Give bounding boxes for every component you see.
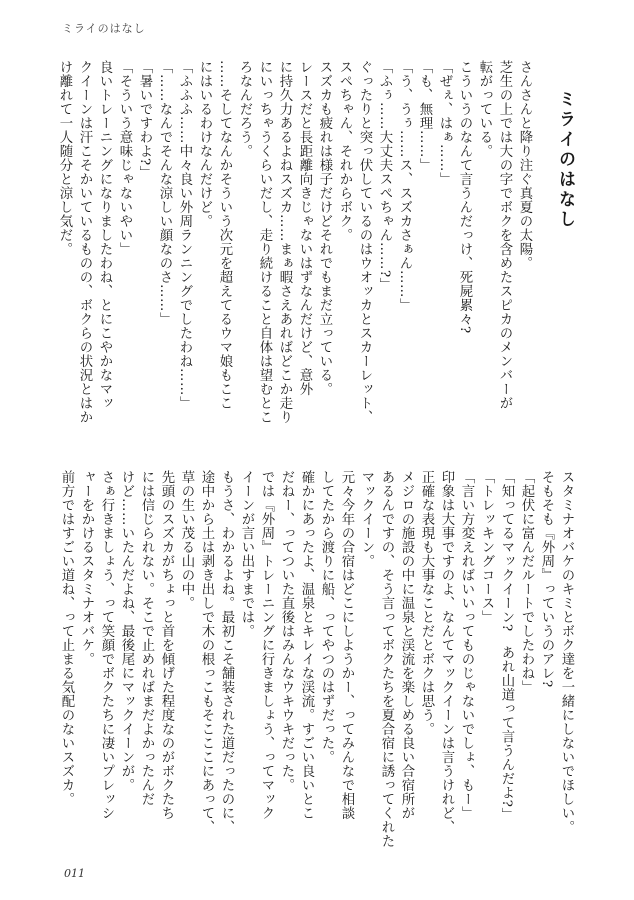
text-line: 「ぜぇ、はぁ……」: [437, 60, 452, 186]
text-line: け離れて一人随分と涼し気だ。: [57, 60, 72, 256]
text-line: スズカも疲れは様子だけどそれでもまだ立っている。: [317, 60, 332, 396]
text-line: 確かにあったよ、温泉とキレイな渓流。すごい良いとこ: [299, 470, 314, 820]
running-head: ミライのはなし: [62, 22, 146, 35]
text-line: スタミナオバケのキミとボク達を一緒にしないでほしい。: [559, 470, 574, 834]
text-line: に持久力あるよねスズカ……まぁ暇さえあればどこか走り: [277, 60, 292, 424]
text-line: ぐったりと突っ伏しているのはウオッカとスカーレット、: [357, 60, 372, 424]
text-line: 「暑いですわよ?」: [137, 60, 152, 180]
text-line: 元々今年の合宿はどこにしようかー、ってみんなで相談: [339, 470, 354, 820]
text-line: スペちゃん、それからボク。: [337, 60, 352, 242]
text-line: 「知ってるマックイーン? あれ山道って言うんだよ?」: [499, 470, 514, 822]
text-line: 途中から土は剥き出しで木の根っこもそこここにあって、: [199, 470, 214, 834]
text-line: 「う、うぅ……ス、スズカさぁん……」: [397, 60, 412, 312]
text-line: そもそも『外周』っていうのアレ?: [539, 470, 554, 688]
text-line: してたから渡りに船、ってやつのはずだった。: [319, 470, 334, 764]
text-line: にはいるわけなんだけど。: [197, 60, 212, 228]
text-line: 前方ではすごい道ね、って止まる気配のないスズカ。: [59, 470, 74, 806]
top-text-block: [54, 60, 534, 460]
text-line: クイーンは汗こそかいているものの、ボクらの状況とはか: [77, 60, 92, 424]
bottom-text-block: [56, 470, 576, 848]
text-line: さぁ行きましょう、って笑顔でボクたちに凄いプレッシ: [99, 470, 114, 820]
text-line: 「も、無理……」: [417, 60, 432, 172]
text-line: 「言い方変えればいいってものじゃないでしょ、もー」: [459, 470, 474, 820]
text-line: 印象は大事ですのよ、なんてマックイーンは言うけれど、: [439, 470, 454, 834]
text-line: 正確な表現も大事なことだとボクは思う。: [419, 470, 434, 736]
chapter-title: ミライのはなし: [555, 90, 575, 230]
text-line: 草の生い茂る山の中。: [179, 470, 194, 610]
text-line: だねー、ってついた直後はみんなウキウキだった。: [279, 470, 294, 792]
text-line: 「トレッキングコース」: [479, 470, 494, 624]
text-line: レースだと長距離向きじゃないはずなんだけど、意外: [297, 60, 312, 396]
text-line: ろなんだろう。: [237, 60, 252, 158]
text-line: には信じられない。そこで止めればまだよかったんだ: [139, 470, 154, 806]
text-line: 「ふぅ……大丈夫スぺちゃん……?」: [377, 60, 392, 292]
text-line: 良いトレーニングになりましたわね、とにこやかなマッ: [97, 60, 112, 410]
text-line: こういうのなんて言うんだっけ、死屍累々?: [457, 60, 472, 334]
page-number: 011: [64, 867, 85, 880]
text-line: あるんですの、そう言ってボクたちを夏合宿に誘ってくれた: [379, 470, 394, 848]
text-line: もうさ、わかるよね。最初こそ舗装された道だったのに、: [219, 470, 234, 834]
text-line: 「ふふふ……中々良い外周ランニングでしたわね……」: [177, 60, 192, 410]
text-line: 芝生の上では大の字でボクを含めたスピカのメンバーが: [497, 60, 512, 410]
text-line: 転がっている。: [477, 60, 492, 158]
text-line: メジロの施設の中に温泉と渓流を楽しめる良い合宿所が: [399, 470, 414, 820]
text-line: では『外周』トレーニングに行きましょう、ってマック: [259, 470, 274, 820]
text-line: さんさんと降り注ぐ真夏の太陽。: [517, 60, 532, 270]
text-line: ……そしてなんかそういう次元を超えてるウマ娘もここ: [217, 60, 232, 410]
text-line: にいっちゃうくらいだし、走り続けること自体は望むとこ: [257, 60, 272, 424]
text-line: イーンが言い出すまでは。: [239, 470, 254, 638]
text-line: ャーをかけるスタミナオバケ。: [79, 470, 94, 666]
text-line: けど……いたんだよね、最後尾にマックイーンが。: [119, 470, 134, 792]
text-line: 「起伏に富んだルートでしたわね」: [519, 470, 534, 694]
text-line: 「……なんでそんな涼しい顔なのさ……」: [157, 60, 172, 326]
text-line: 「そういう意味じゃないやい」: [117, 60, 132, 256]
text-line: マックイーン。: [359, 470, 374, 568]
text-line: 先頭のスズカがちょっと首を傾げた程度なのがボクたち: [159, 470, 174, 820]
